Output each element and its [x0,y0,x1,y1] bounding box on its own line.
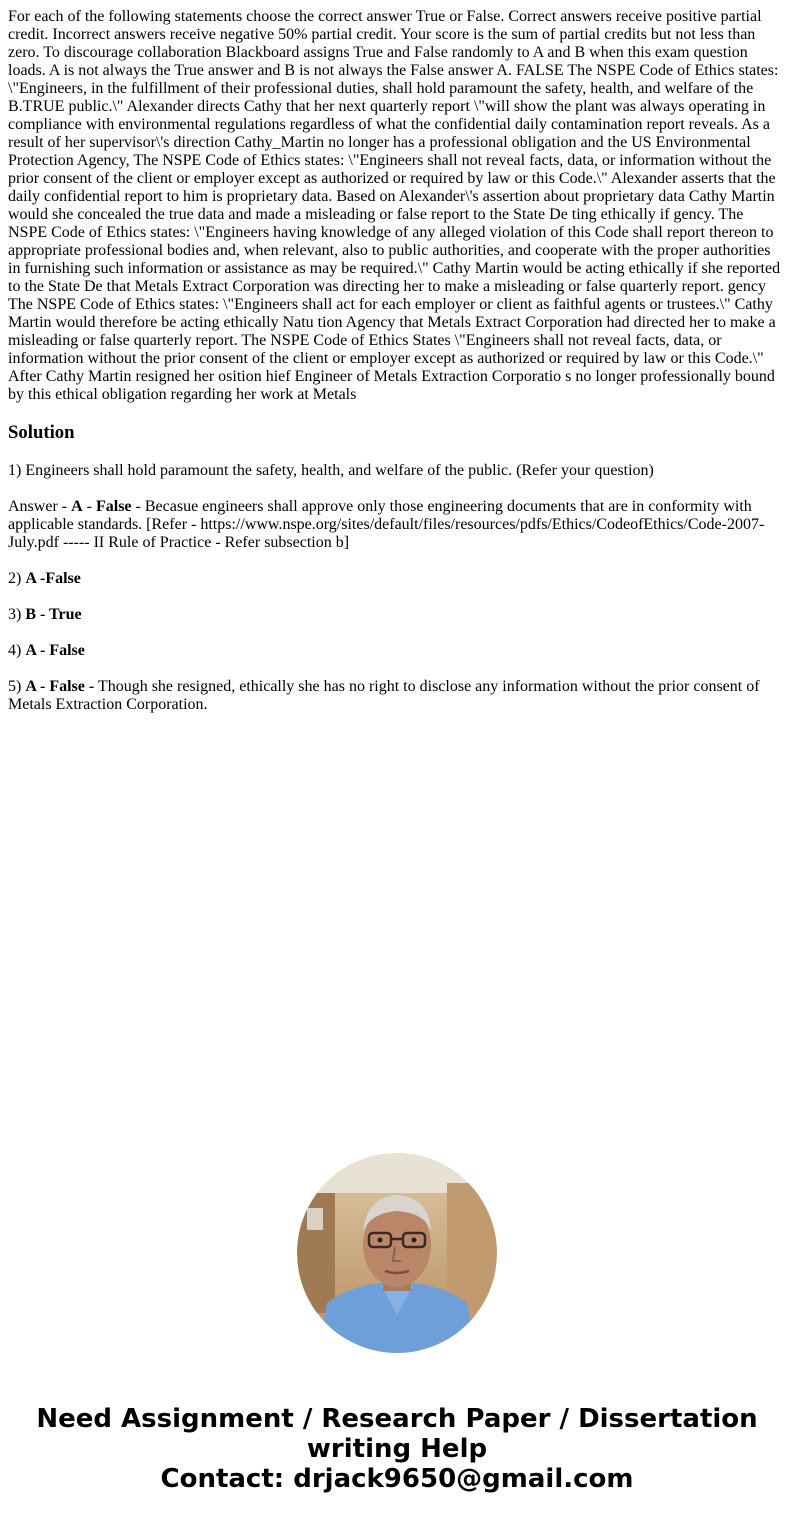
solution-heading: Solution [8,422,75,443]
item-number: 2) [8,570,26,587]
promo-line-2: writing Help [306,1434,488,1464]
item-answer: A -False [25,570,81,587]
solution-item-4 [8,642,784,660]
answer-letter: A [71,498,83,515]
promo-contact: Contact: drjack9650@gmail.com [160,1464,634,1494]
promo-line-1: Need Assignment / Research Paper / Dissertation [36,1404,758,1434]
answer-prefix: Answer - [8,498,72,515]
item-answer: B - True [25,606,82,623]
item-number: 3) [8,606,26,623]
solution-item-3 [8,606,784,624]
answer-value: False [95,498,132,515]
item-answer: A - False - [25,678,95,695]
author-avatar [297,1153,497,1353]
question-text: For each of the following statements choose the correct answer True or False. Correct answers receive positive partial credit. Incorrect answers receive negative 50% partial credit. Your score is the sum of partial credits but not less than zero. To discourage collaboration Blackboard assigns True and False randomly to A and B when this exam question loads. A is not always the True answer and B is not always the False answer A. FALSE The NSPE Code of Ethics states: \"Engineers, in the fulfillment of their professional duties, shall hold paramount the safety, health, and welfare of the B.TRUE public.\" Alexander directs Cathy that her next quarterly report \"will show the plant was always operating in compliance with environmental regulations regardless of what the confidential daily contamination report reveals. As a result of her supervisor\'s direction Cathy_Martin no longer has a professional obligation and the US Environmental Protection Agency, The NSPE Code of Ethics states: \"Engineers shall not reveal facts, data, or information without the prior consent of the client or employer except as authorized or required by law or this Code.\" Alexander asserts that the daily confidential report to him is proprietary data. Based on Alexander\'s assertion about proprietary data Cathy Martin would she concealed the true data and made a misleading or false report to the State De ting ethically if gency. The NSPE Code of Ethics states: \"Engineers having knowledge of any alleged violation of this Code shall report thereon to appropriate professional bodies and, when relevant, also to public authorities, and cooperate with the proper authorities in furnishing such information or assistance as may be required.\" Cathy Martin would be acting ethically if she reported to the State De that Metals Extract Corporation was directing her to make a misleading or false quarterly report. gency The NSPE Code of Ethics states: \"Engineers shall act for each employer or client as faithful agents or trustees.\" Cathy Martin would therefore be acting ethically Natu tion Agency that Metals Extract Corporation had directed her to make a misleading or false quarterly report. The NSPE Code of Ethics States \"Engineers shall not reveal facts, data, or information without the prior consent of the client or employer except as authorized or required by law or this Code.\" After Cathy Martin resigned her osition hief Engineer of Metals Extraction Corporatio s no longer professionally bound by this ethical obligation regarding her work at Metals [8,8,781,403]
solution-item-5 [8,678,784,714]
solution-item-1: 1) Engineers shall hold paramount the safety, health, and welfare of the public. (Refer your question) [8,462,654,479]
item-answer: A - False [25,642,85,659]
answer-separator: - [82,498,96,515]
solution-answer-1 [8,498,784,552]
item-number: 4) [8,642,26,659]
answer-explanation: - Becasue engineers shall approve only those engineering documents that are in conformity with applicable standards. [Refer - https://www.nspe.org/sites/default/files/resources/pdfs/Ethics/CodeofEthics/Code-2007-July.pdf ----- II Rule of Practice - Refer subsection b] [8,498,765,551]
solution-item-2 [8,570,784,588]
document-body [8,8,784,714]
promo-banner [0,1404,794,1494]
item-number: 5) [8,678,26,695]
item-explanation: Though she resigned, ethically she has no right to disclose any information without the prior consent of Metals Extraction Corporation. [8,678,760,713]
avatar-portrait-icon [297,1153,497,1353]
